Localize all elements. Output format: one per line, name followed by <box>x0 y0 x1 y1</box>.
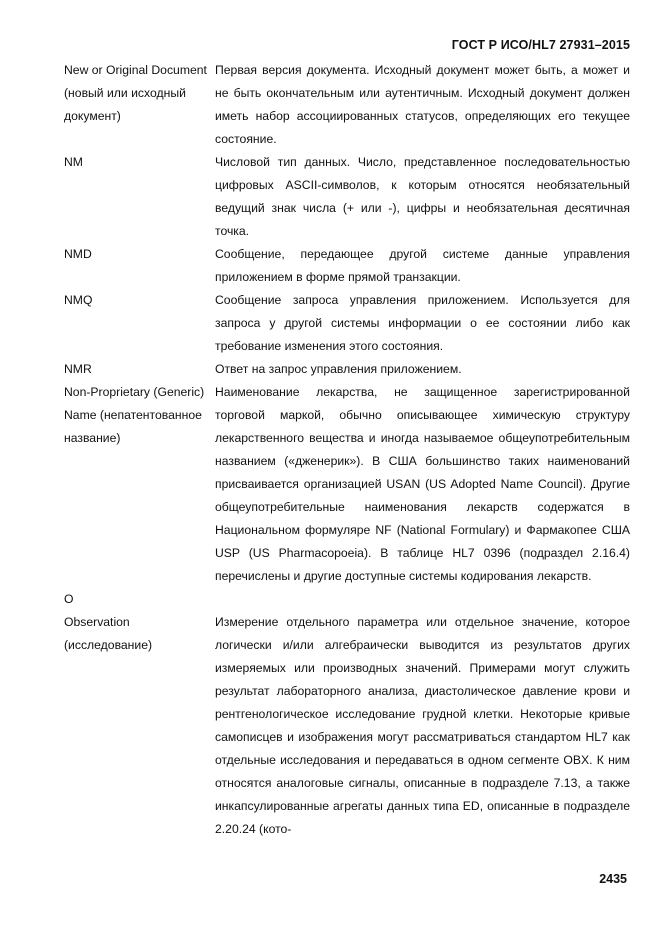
glossary-definition: Числовой тип данных. Число, представленное последовательностью цифровых ASCII-символов, к которым относятся необязательный ведущий знак числа (+ или -), цифры и необязательная десятичная точка. <box>215 155 630 238</box>
glossary-entry-nmq <box>64 289 630 358</box>
glossary-entry-observation <box>64 611 630 841</box>
glossary-entry-nm <box>64 151 630 243</box>
glossary-term: New or Original Document (новый или исходный документ) <box>64 63 207 123</box>
glossary-definition: Измерение отдельного параметра или отдельное значение, которое логически и/или алгебраически выводится из результатов других измеряемых или производных значений. Примерами могут служить результат лабораторного анализа, диастолическое давление крови и рентгенологическое исследование грудной клетки. Некоторые кривые самописцев и изображения могут рассматриваться стандартом HL7 как отдельные исследования и передаваться в одном сегменте OBX. К ним относятся аналоговые сигналы, описанные в подразделе 7.13, а также инкапсулированные агрегаты данных типа ED, описанные в подразделе 2.20.24 (кото- <box>215 615 630 836</box>
glossary-entry-new-or-original <box>64 59 630 151</box>
glossary-definition: Сообщение, передающее другой системе данные управления приложением в форме прямой транзакции. <box>215 247 630 284</box>
page-number: 2435 <box>599 872 627 886</box>
glossary-definition: Первая версия документа. Исходный документ может быть, а может и не быть окончательным или аутентичным. Исходный документ должен иметь набор ассоциированных статусов, определяющих его текущее состояние. <box>215 63 630 146</box>
glossary-term: Non-Proprietary (Generic) Name (непатентованное название) <box>64 385 205 445</box>
section-letter: O <box>64 592 74 606</box>
glossary-term: NM <box>64 155 83 169</box>
glossary-entry-nmd <box>64 243 630 289</box>
glossary-entry-nmr <box>64 358 630 381</box>
glossary-term: NMD <box>64 247 92 261</box>
glossary-definition: Наименование лекарства, не защищенное зарегистрированной торговой маркой, обычно описывающее химическую структуру лекарственного вещества и иногда называемое общеупотребительным названием («дженерик»). В США большинство таких наименований присваивается организацией USAN (US Adopted Name Council). Другие общеупотребительные наименования лекарств содержатся в Национальном формуляре NF (National Formulary) и Фармакопее США USP (US Pharmacopoeia). В таблице HL7 0396 (подраздел 2.16.4) перечислены и другие доступные системы кодирования лекарств. <box>215 385 630 583</box>
glossary-term: NMR <box>64 362 92 376</box>
page-header: ГОСТ Р ИСО/HL7 27931–2015 <box>451 38 630 52</box>
glossary-content <box>64 59 630 841</box>
glossary-term: Observation (исследование) <box>64 615 153 652</box>
glossary-term: NMQ <box>64 293 93 307</box>
glossary-definition: Ответ на запрос управления приложением. <box>215 362 462 376</box>
glossary-definition: Сообщение запроса управления приложением. Используется для запроса у другой системы информации о ее состоянии либо как требование изменения этого состояния. <box>215 293 630 353</box>
glossary-entry-non-proprietary <box>64 381 630 588</box>
